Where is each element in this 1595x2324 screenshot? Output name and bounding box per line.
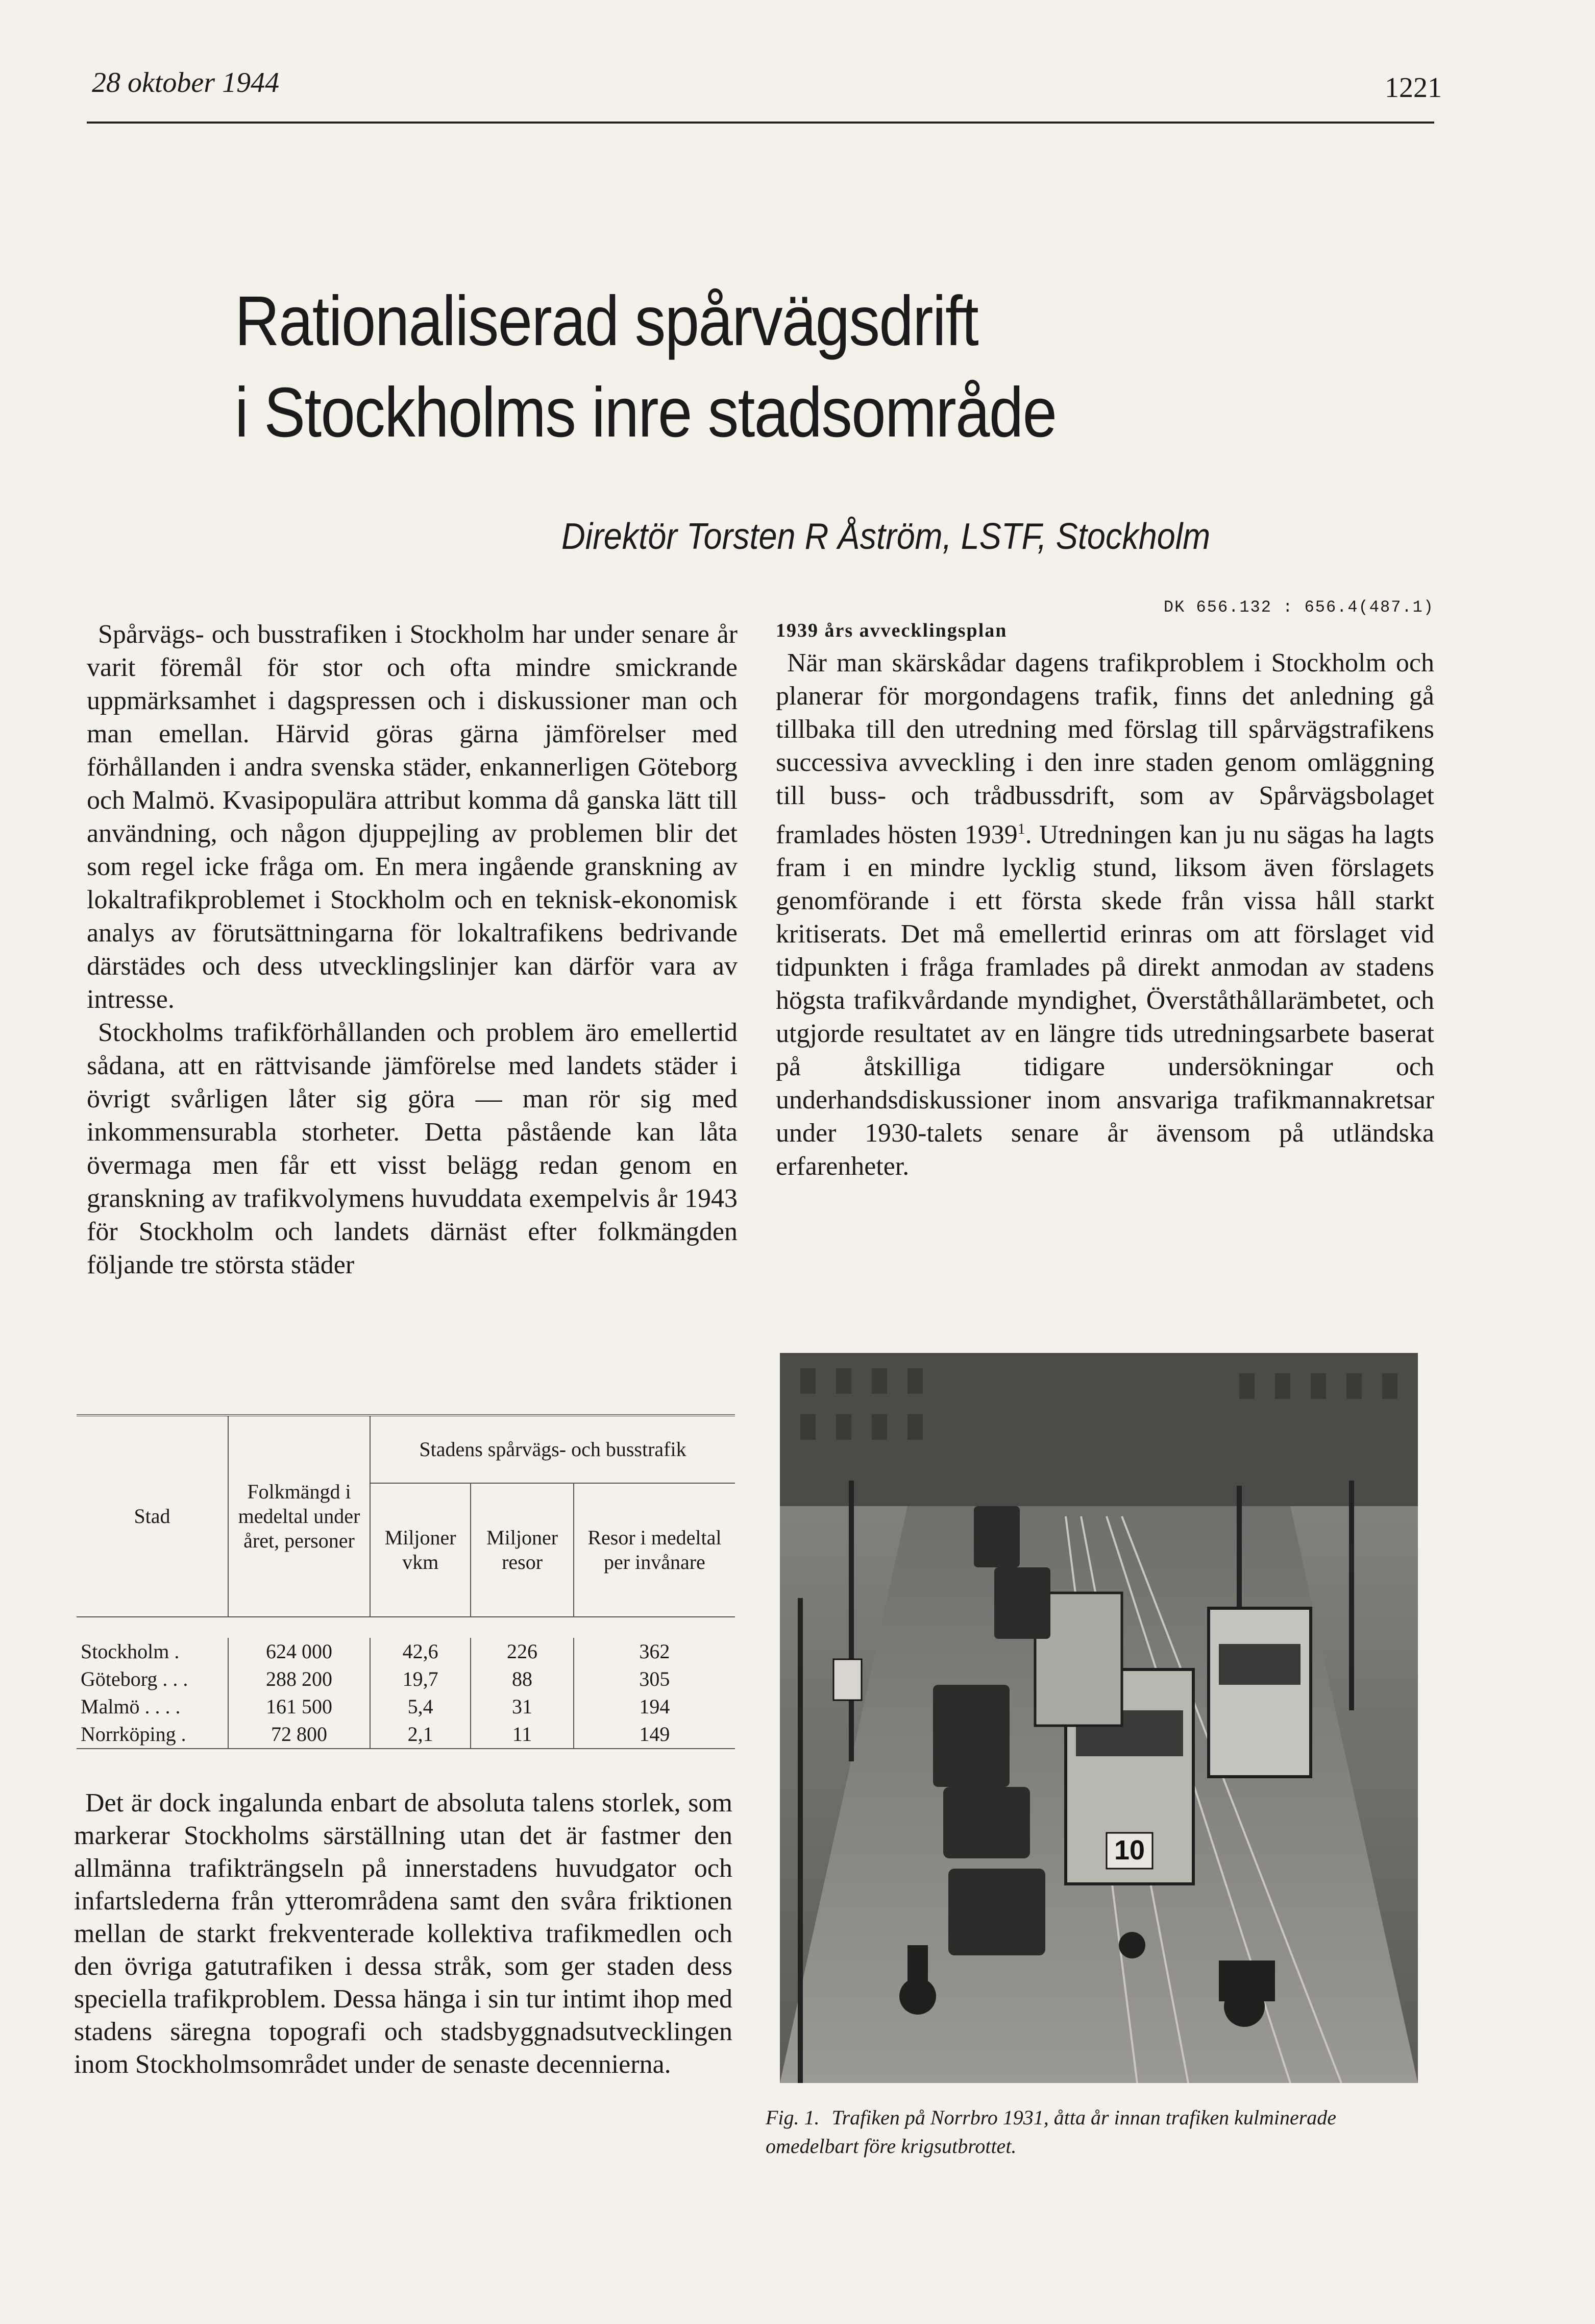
cell-city: Göteborg . . . [81, 1667, 188, 1690]
cell-trips: 226 [471, 1638, 574, 1665]
figure-caption [766, 2103, 1429, 2161]
section-heading: 1939 års avvecklingsplan [776, 620, 1008, 641]
cell-vkm: 42,6 [370, 1638, 471, 1665]
byline: Direktör Torsten R Åström, LSTF, Stockholm [561, 516, 1211, 557]
traffic-table [77, 1414, 735, 1749]
caption-text: Trafiken på Norrbro 1931, åtta år innan trafiken kulminerade omedelbart före krigsutbrottet. [766, 2106, 1337, 2158]
tram-number: 10 [1114, 1835, 1145, 1866]
figure-label: Fig. 1. [766, 2106, 820, 2129]
cell-population: 624 000 [228, 1638, 370, 1665]
tram-photograph [780, 1353, 1418, 2083]
header-group: Stadens spårvägs- och busstrafik [370, 1415, 735, 1483]
text-run: När man skärskådar dagens trafikproblem i Stockholm och planerar för morgondagens trafik, finns det anledning gå tillbaka till den utredning med förslag till spårvägstrafikens successiva avveckling i den inre staden genom omläggning till buss- och trådbussdrift, som av Spårvägsbolaget framlades hösten 1939 [776, 648, 1434, 850]
cell-population: 288 200 [228, 1665, 370, 1693]
table-row [77, 1693, 735, 1721]
header-city: Stad [77, 1415, 228, 1617]
header-per-capita: Resor i medeltal per invånare [574, 1483, 735, 1617]
header-trips: Miljoner resor [471, 1483, 574, 1617]
cell-population: 161 500 [228, 1693, 370, 1721]
header-date: 28 oktober 1944 [92, 67, 280, 99]
table-row [77, 1638, 735, 1665]
cell-trips: 31 [471, 1693, 574, 1721]
paragraph [776, 646, 1434, 1183]
paragraph: Spårvägs- och busstrafiken i Stockholm har under senare år varit föremål för stor och ofta mindre smickrande uppmärksamhet i dagspressen och i diskussioner man och man emellan. Härvid göras gärna jämförelser med förhållanden i andra svenska städer, enkannerligen Göteborg och Malmö. Kvasipopulära attribut komma då ganska lätt till användning, och någon djuppejling av problemen blir det som regel icke fråga om. En mera ingående granskning av lokaltrafikproblemet i Stockholm och en teknisk-ekonomisk analys av förutsättningarna för lokaltrafikens bedrivande därstädes och dess utvecklingslinjer kan därför vara av intresse. [87, 620, 738, 1014]
cell-city: Norrköping . [77, 1721, 228, 1749]
article-title [235, 276, 1056, 459]
header-rule [87, 122, 1434, 124]
cell-per-capita: 362 [574, 1638, 735, 1665]
cell-vkm: 5,4 [370, 1693, 471, 1721]
title-line-1: Rationaliserad spårvägsdrift [235, 282, 978, 360]
cell-trips: 88 [471, 1665, 574, 1693]
cell-per-capita: 194 [574, 1693, 735, 1721]
cell-population: 72 800 [228, 1721, 370, 1749]
cell-city: Malmö . . . . [81, 1695, 181, 1718]
footnote-mark: 1 [1017, 820, 1025, 837]
poster-kiosk [833, 1659, 862, 1700]
left-column [87, 618, 738, 1281]
tram-right [1209, 1608, 1311, 1777]
paragraph: Det är dock ingalunda enbart de absoluta talens storlek, som markerar Stockholms särställning utan det är fastmer den allmänna trafikträngseln på innerstadens huvudgator och infartslederna från ytterområdena samt den svåra friktionen mellan de starkt frekventerade kollektiva trafikmedlen och den övriga gatutrafiken i dessa stråk, som ger staden dess speciella trafikproblem. Dessa hänga i sin tur intimt ihop med stadens säregna topografi och stadsbyggnadsutvecklingen inom Stockholmsområdet under de senaste decennierna. [74, 1788, 732, 2079]
cell-vkm: 19,7 [370, 1665, 471, 1693]
cell-city: Stockholm . [81, 1640, 180, 1663]
cell-vkm: 2,1 [370, 1721, 471, 1749]
paragraph: Stockholms trafikförhållanden och problem äro emellertid sådana, att en rättvisande jämförelse med landets städer i övrigt svårligen låter sig göra — man rör sig med inkommensurabla storheter. Detta påstående kan låta övermaga men får ett visst belägg redan genom en granskning av trafikvolymens huvuddata exempelvis år 1943 för Stockholm och landets därnäst efter folkmängden följande tre största städer [87, 1018, 738, 1279]
right-column [776, 597, 1434, 1183]
table-row [77, 1665, 735, 1693]
title-line-2: i Stockholms inre stadsområde [235, 373, 1057, 452]
text-run: . Utredningen kan ju nu sägas ha lagts fram i en mindre lycklig stund, liksom även förslagets genomförande i ett första skede från vissa håll starkt kritiserats. Det må emellertid erinras om att förslaget vid tidpunkten i fråga framlades på direkt anmodan av stadens högsta trafikvårdande myndighet, Överståthållarämbetet, och utgjorde resultatet av en längre tids utredningsarbete baserat på åtskilliga tidigare undersökningar och underhandsdiskussioner inom ansvariga trafikmannakretsar under 1930-talets senare år ävensom på utländska erfarenheter. [776, 820, 1434, 1181]
left-column-continued [74, 1787, 732, 2081]
header-vkm: Miljoner vkm [370, 1483, 471, 1617]
dk-classification: DK 656.132 : 656.4(487.1) [1163, 598, 1434, 617]
data-table [77, 1414, 735, 1749]
cell-per-capita: 305 [574, 1665, 735, 1693]
page-number: 1221 [1385, 72, 1442, 104]
header-population: Folkmängd i medeltal under året, personer [228, 1415, 370, 1617]
cell-per-capita: 149 [574, 1721, 735, 1749]
cell-trips: 11 [471, 1721, 574, 1749]
table-row [77, 1721, 735, 1749]
